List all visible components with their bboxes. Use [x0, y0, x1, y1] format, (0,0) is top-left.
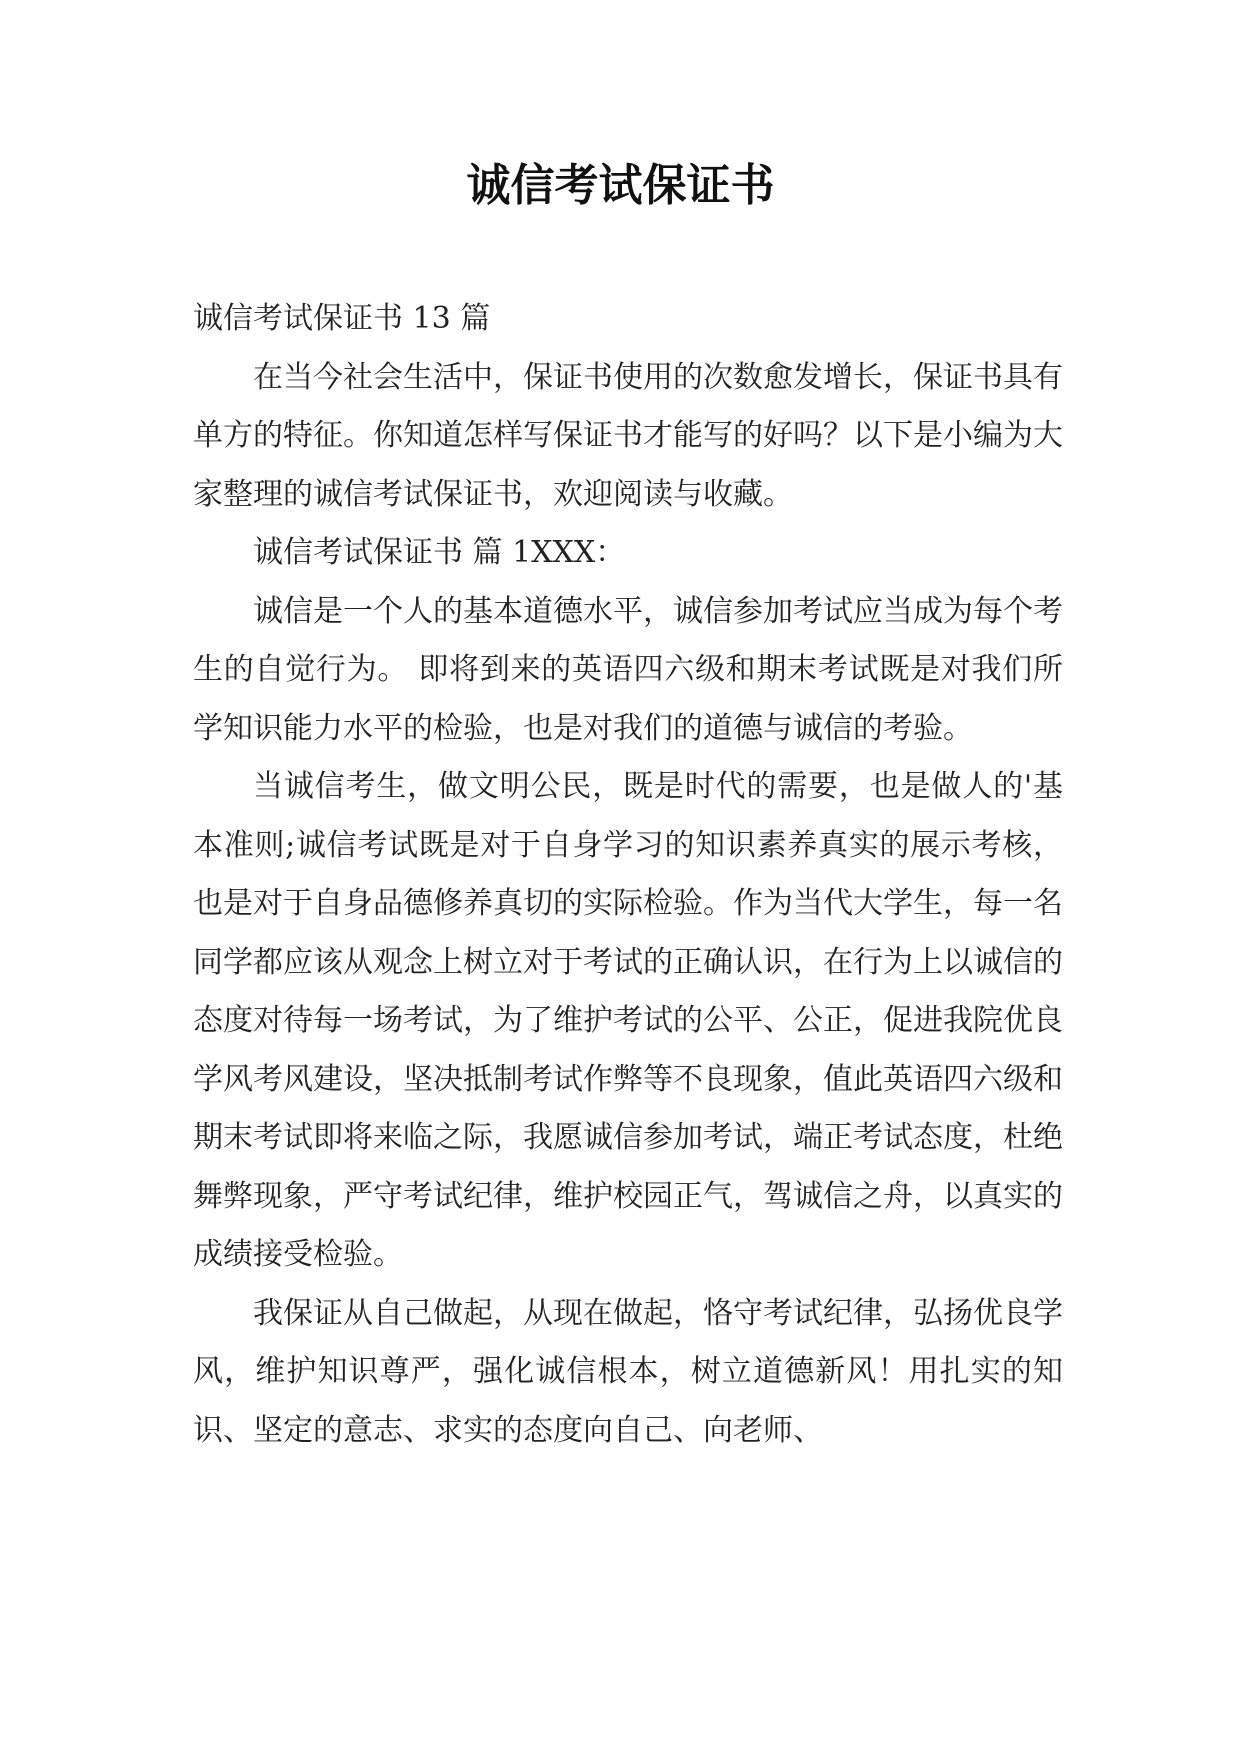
body-paragraph: 诚信是一个人的基本道德水平，诚信参加考试应当成为每个考生的自觉行为。 即将到来的英语四六级和期末考试既是对我们所学知识能力水平的检验，也是对我们的道德与诚信的考验。 [193, 593, 1063, 746]
section-heading: 诚信考试保证书 篇 1XXX： [253, 535, 626, 570]
body-paragraph: 我保证从自己做起，从现在做起，恪守考试纪律，弘扬优良学风，维护知识尊严，强化诚信根本，树立道德新风！用扎实的知识、坚定的意志、求实的态度向自己、向老师、 [193, 1295, 1063, 1448]
document-body [193, 290, 1063, 1460]
document-subtitle: 诚信考试保证书 13 篇 [193, 301, 491, 336]
document-title: 诚信考试保证书 [466, 160, 775, 211]
intro-paragraph: 在当今社会生活中，保证书使用的次数愈发增长，保证书具有单方的特征。你知道怎样写保证书才能写的好吗？以下是小编为大家整理的诚信考试保证书，欢迎阅读与收藏。 [193, 359, 1063, 512]
body-paragraph: 当诚信考生，做文明公民，既是时代的需要，也是做人的'基本准则;诚信考试既是对于自身学习的知识素养真实的展示考核，也是对于自身品德修养真切的实际检验。作为当代大学生，每一名同学都应该从观念上树立对于考试的正确认识，在行为上以诚信的态度对待每一场考试，为了维护考试的公平、公正，促进我院优良学风考风建设，坚决抵制考试作弊等不良现象，值此英语四六级和期末考试即将来临之际，我愿诚信参加考试，端正考试态度，杜绝舞弊现象，严守考试纪律，维护校园正气，驾诚信之舟，以真实的成绩接受检验。 [193, 769, 1063, 1272]
